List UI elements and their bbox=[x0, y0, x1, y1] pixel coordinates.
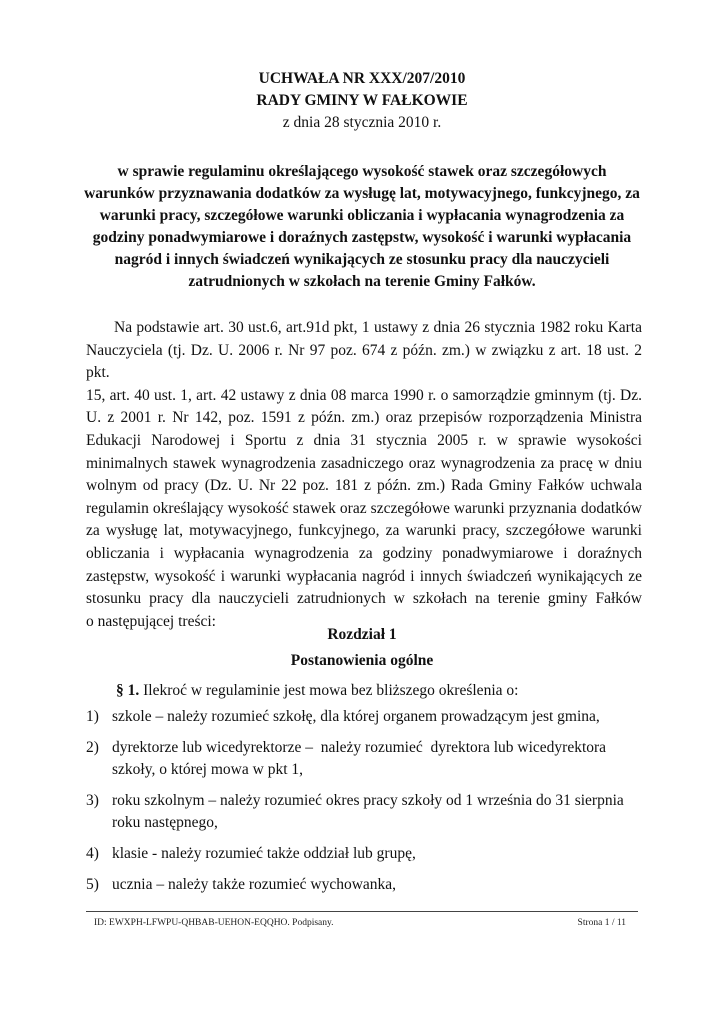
resolution-header bbox=[60, 68, 664, 134]
list-item bbox=[86, 874, 646, 896]
preamble-line: Nauczyciela (tj. Dz. U. 2006 r. Nr 97 poz. 674 z późn. zm.) w związku z art. 18 ust. 2 pkt. bbox=[86, 341, 642, 382]
document-id: ID: EWXPH-LFWPU-QHBAB-UEHON-EQQHO. Podpisany. bbox=[94, 918, 334, 928]
footer-divider bbox=[86, 911, 638, 912]
preamble-line: zastępstw, wysokość i warunki wypłacania nagród i innych świadczeń wynikających ze bbox=[86, 567, 642, 585]
subject-line: w sprawie regulaminu określającego wysokość stawek oraz szczegółowych bbox=[117, 163, 607, 180]
resolution-subject bbox=[70, 161, 654, 293]
list-item-number: 5) bbox=[86, 876, 99, 893]
chapter-title: Postanowienia ogólne bbox=[290, 652, 434, 669]
preamble-line: za wysługę lat, motywacyjnego, funkcyjnego, za warunki pracy, szczegółowe warunki bbox=[86, 522, 642, 540]
preamble-line: regulamin określający wysokość stawek oraz szczegółowe warunki przyznania dodatków bbox=[86, 499, 642, 517]
list-item-number: 3) bbox=[86, 792, 99, 809]
list-item bbox=[86, 843, 646, 865]
list-item-text: szkole – należy rozumieć szkołę, dla której organem prowadzącym jest gmina, bbox=[112, 708, 600, 725]
subject-line: warunków przyznawania dodatków za wysługę lat, motywacyjnego, funkcyjnego, za bbox=[84, 185, 640, 202]
section-1-intro bbox=[116, 680, 518, 702]
section-mark: § 1. bbox=[116, 682, 140, 699]
preamble-line: o następującej treści: bbox=[86, 612, 216, 630]
resolution-number: UCHWAŁA NR XXX/207/2010 bbox=[258, 70, 466, 87]
list-item-number: 1) bbox=[86, 708, 99, 725]
preamble-line: obliczania i wypłacania wynagrodzenia za godziny ponadwymiarowe i doraźnych bbox=[86, 544, 642, 562]
list-item-text: klasie - należy rozumieć także oddział lub grupę, bbox=[112, 845, 416, 862]
resolution-date: z dnia 28 stycznia 2010 r. bbox=[282, 114, 442, 131]
chapter-number: Rozdział 1 bbox=[327, 626, 397, 643]
preamble-line: wolnym od pracy (Dz. U. Nr 22 poz. 181 z późn. zm.) Rada Gminy Fałków uchwala bbox=[86, 477, 642, 495]
list-item-number: 4) bbox=[86, 845, 99, 862]
subject-line: nagród i innych świadczeń wynikających ze stosunku pracy dla nauczycieli bbox=[114, 251, 610, 268]
preamble-line: 15, art. 40 ust. 1, art. 42 ustawy z dnia 08 marca 1990 r. o samorządzie gminnym (tj. Dz. bbox=[86, 386, 642, 404]
page-number: Strona 1 / 11 bbox=[577, 918, 626, 928]
subject-line: godziny ponadwymiarowe i doraźnych zastępstw, wysokość i warunki wypłacania bbox=[92, 229, 632, 246]
subject-line: zatrudnionych w szkołach na terenie Gminy Fałków. bbox=[188, 273, 536, 290]
list-item-text: dyrektorze lub wicedyrektorze – należy rozumieć dyrektora lub wicedyrektora bbox=[112, 739, 607, 756]
chapter-heading bbox=[60, 622, 664, 674]
section-intro-text: Ilekroć w regulaminie jest mowa bez bliższego określenia o: bbox=[139, 682, 519, 699]
list-item-text: szkoły, o której mowa w pkt 1, bbox=[112, 761, 303, 778]
preamble-line: Na podstawie art. 30 ust.6, art.91d pkt, 1 ustawy z dnia 26 stycznia 1982 roku Karta bbox=[114, 319, 642, 336]
council-name: RADY GMINY W FAŁKOWIE bbox=[256, 92, 468, 109]
preamble-line: minimalnych stawek wynagrodzenia zasadniczego oraz wynagrodzenia za pracę w dniu bbox=[86, 454, 642, 472]
preamble-line: U. z 2001 r. Nr 142, poz. 1591 z późn. zm.) oraz przepisów rozporządzenia Ministra bbox=[86, 409, 642, 427]
list-item-number: 2) bbox=[86, 739, 99, 756]
list-item-text: roku szkolnym – należy rozumieć okres pracy szkoły od 1 września do 31 sierpnia bbox=[112, 792, 624, 809]
list-item-text: ucznia – należy także rozumieć wychowanka, bbox=[112, 876, 397, 893]
legal-basis-preamble bbox=[86, 317, 642, 633]
definitions-list bbox=[86, 706, 646, 905]
preamble-line: Edukacji Narodowej i Sportu z dnia 31 stycznia 2005 r. w sprawie wysokości bbox=[86, 431, 642, 449]
list-item bbox=[86, 790, 646, 834]
list-item bbox=[86, 737, 646, 781]
list-item-text: roku następnego, bbox=[112, 814, 218, 831]
subject-line: warunki pracy, szczegółowe warunki obliczania i wypłacania wynagrodzenia za bbox=[99, 207, 625, 224]
preamble-line: stosunku pracy dla nauczycieli zatrudnionych w szkołach na terenie gminy Fałków bbox=[86, 590, 642, 608]
list-item bbox=[86, 706, 646, 728]
